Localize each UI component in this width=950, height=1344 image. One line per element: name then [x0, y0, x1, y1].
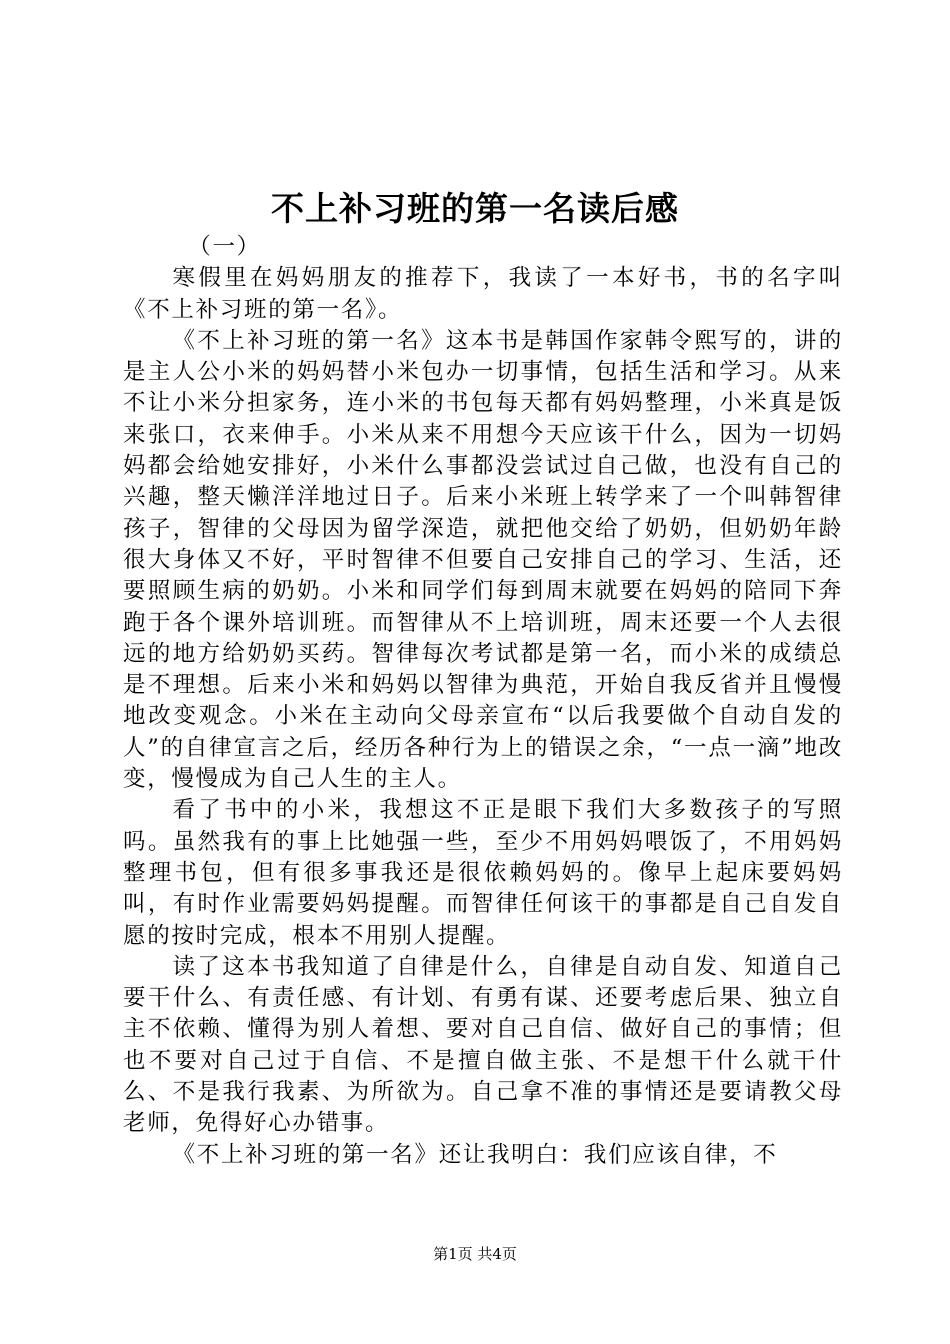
- paragraph: 《不上补习班的第一名》还让我明白：我们应该自律，不: [172, 1141, 778, 1168]
- section-mark: （一）: [188, 234, 261, 260]
- page-number-footer: 第1页 共4页: [433, 1245, 517, 1263]
- document-body: [123, 232, 843, 1171]
- paragraph: 看了书中的小米，我想这不正是眼下我们大多数孩子的写照吗。虽然我有的事上比她强一些，至少不用妈妈喂饭了，不用妈妈整理书包，但有很多事我还是很依赖妈妈的。像早上起床要妈妈叫，有时作业需要妈妈提醒。而智律任何该干的事都是自己自发自愿的按时完成，根本不用别人提醒。: [123, 797, 843, 949]
- document-title: 不上补习班的第一名读后感: [271, 189, 679, 228]
- paragraph: 《不上补习班的第一名》这本书是韩国作家韩令熙写的，讲的是主人公小米的妈妈替小米包办一切事情，包括生活和学习。从来不让小米分担家务，连小米的书包每天都有妈妈整理，小米真是饭来张口，衣来伸手。小米从来不用想今天应该干什么，因为一切妈妈都会给她安排好，小米什么事都没尝试过自己做，也没有自己的兴趣，整天懒洋洋地过日子。后来小米班上转学来了一个叫韩智律孩子，智律的父母因为留学深造，就把他交给了奶奶，但奶奶年龄很大身体又不好，平时智律不但要自己安排自己的学习、生活，还要照顾生病的奶奶。小米和同学们每到周末就要在妈妈的陪同下奔跑于各个课外培训班。而智律从不上培训班，周末还要一个人去很远的地方给奶奶买药。智律每次考试都是第一名，而小米的成绩总是不理想。后来小米和妈妈以智律为典范，开始自我反省并且慢慢地改变观念。小米在主动向父母亲宣布“以后我要做个自动自发的人”的自律宣言之后，经历各种行为上的错误之余，“一点一滴”地改变，慢慢成为自己人生的主人。: [123, 327, 843, 793]
- paragraph: 寒假里在妈妈朋友的推荐下，我读了一本好书，书的名字叫《不上补习班的第一名》。: [123, 265, 843, 323]
- paragraph: 读了这本书我知道了自律是什么，自律是自动自发、知道自己要干什么、有责任感、有计划、有勇有谋、还要考虑后果、独立自主不依赖、懂得为别人着想、要对自己自信、做好自己的事情；但也不要对自己过于自信、不是擅自做主张、不是想干什么就干什么、不是我行我素、为所欲为。自己拿不准的事情还是要请教父母老师，免得好心办错事。: [123, 953, 843, 1137]
